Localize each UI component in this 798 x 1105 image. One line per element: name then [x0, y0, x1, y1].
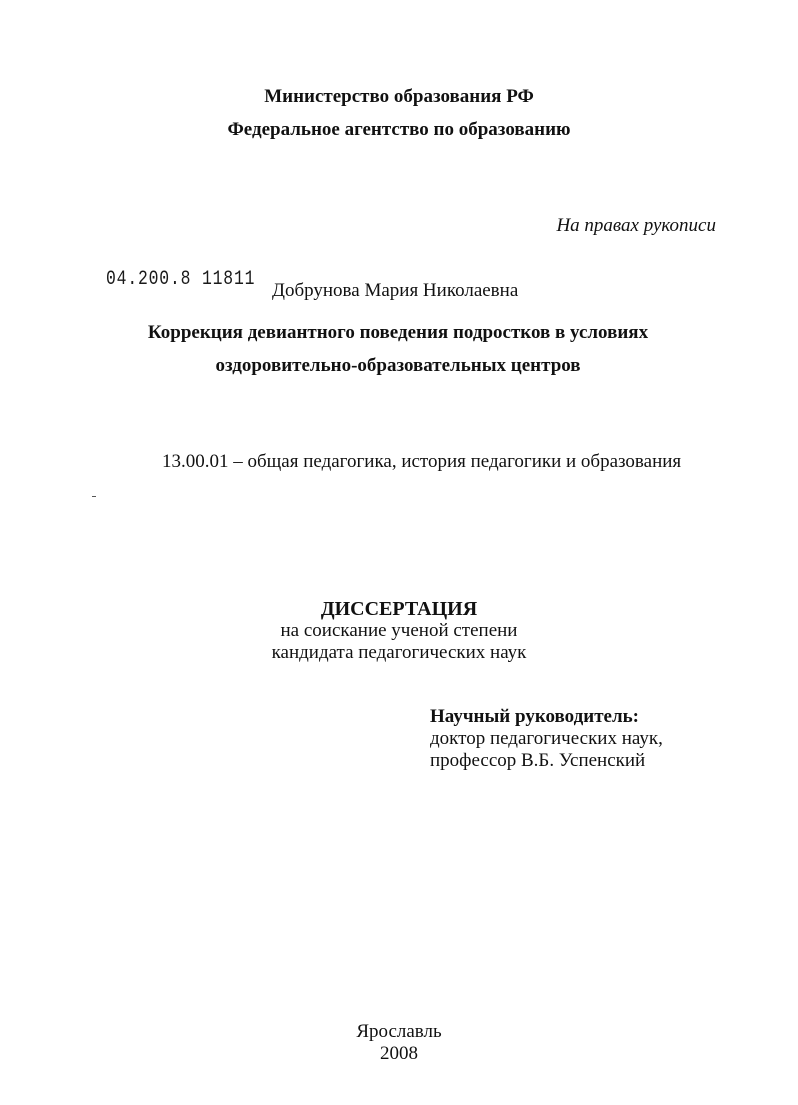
degree-line-1: на соискание ученой степени	[280, 620, 518, 641]
registration-stamp: 04.200.8 11811	[106, 268, 256, 291]
author-name: Добрунова Мария Николаевна	[272, 280, 519, 301]
degree-line-2: кандидата педагогических наук	[271, 642, 527, 663]
city: Ярославль	[356, 1021, 442, 1042]
dissertation-heading: ДИССЕРТАЦИЯ	[320, 598, 478, 620]
agency-heading: Федеральное агентство по образованию	[227, 119, 571, 140]
supervisor-label: Научный руководитель:	[430, 706, 639, 727]
specialty-code: 13.00.01 – общая педагогика, история педагогики и образования	[162, 451, 682, 472]
scan-speck	[92, 496, 96, 497]
manuscript-note: На правах рукописи	[556, 215, 716, 236]
supervisor-name: профессор В.Б. Успенский	[430, 750, 646, 771]
supervisor-degree: доктор педагогических наук,	[430, 728, 663, 749]
dissertation-title-line-2: оздоровительно-образовательных центров	[215, 355, 581, 376]
ministry-heading: Министерство образования РФ	[264, 86, 534, 107]
dissertation-title-line-1: Коррекция девиантного поведения подростков в условиях	[147, 322, 649, 343]
year: 2008	[380, 1043, 418, 1064]
